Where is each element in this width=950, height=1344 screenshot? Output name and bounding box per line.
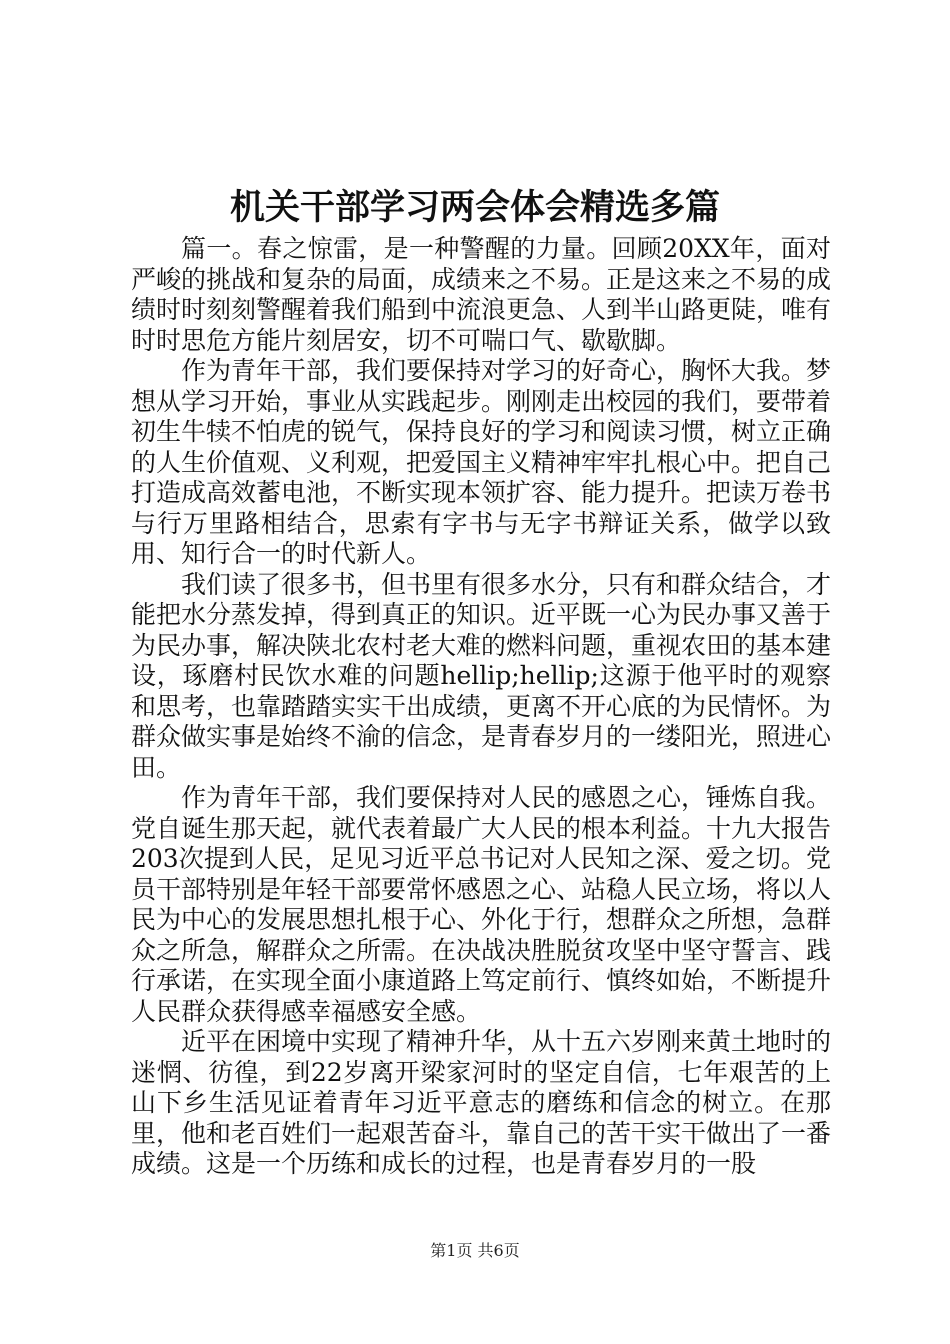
paragraph-1: 篇一。春之惊雷，是一种警醒的力量。回顾20XX年，面对严峻的挑战和复杂的局面，成绩来之不易。正是这来之不易的成绩时时刻刻警醒着我们船到中流浪更急、人到半山路更陡，唯有时时思危方能片刻居安，切不可喘口气、歇歇脚。: [131, 234, 832, 355]
paragraph-3: 我们读了很多书，但书里有很多水分，只有和群众结合，才能把水分蒸发掉，得到真正的知识。近平既一心为民办事又善于为民办事，解决陕北农村老大难的燃料问题，重视农田的基本建设，琢磨村民饮水难的问题hellip;hellip;这源于他平时的观察和思考，也靠踏踏实实干出成绩，更离不开心底的为民情怀。为群众做实事是始终不渝的信念，是青春岁月的一缕阳光，照进心田。: [131, 569, 832, 782]
page-number-footer: 第1页 共6页: [430, 1241, 520, 1260]
document-title: 机关干部学习两会体会精选多篇: [229, 187, 720, 228]
paragraph-5: 近平在困境中实现了精神升华，从十五六岁刚来黄土地时的迷惘、彷徨，到22岁离开梁家河时的坚定自信，七年艰苦的上山下乡生活见证着青年习近平意志的磨练和信念的树立。在那里，他和老百姓们一起艰苦奋斗，靠自己的苦干实干做出了一番成绩。这是一个历练和成长的过程，也是青春岁月的一股: [131, 1027, 832, 1178]
paragraph-4: 作为青年干部，我们要保持对人民的感恩之心，锤炼自我。党自诞生那天起，就代表着最广大人民的根本利益。十九大报告203次提到人民，足见习近平总书记对人民知之深、爱之切。党员干部特别是年轻干部要常怀感恩之心、站稳人民立场，将以人民为中心的发展思想扎根于心、外化于行，想群众之所想，急群众之所急，解群众之所需。在决战决胜脱贫攻坚中坚守誓言、践行承诺，在实现全面小康道路上笃定前行、慎终如始，不断提升人民群众获得感幸福感安全感。: [131, 783, 832, 1026]
document-body: [131, 234, 831, 1180]
paragraph-2: 作为青年干部，我们要保持对学习的好奇心，胸怀大我。梦想从学习开始，事业从实践起步。刚刚走出校园的我们，要带着初生牛犊不怕虎的锐气，保持良好的学习和阅读习惯，树立正确的人生价值观、义利观，把爱国主义精神牢牢扎根心中。把自己打造成高效蓄电池，不断实现本领扩容、能力提升。把读万卷书与行万里路相结合，思索有字书与无字书辩证关系，做学以致用、知行合一的时代新人。: [131, 356, 832, 568]
